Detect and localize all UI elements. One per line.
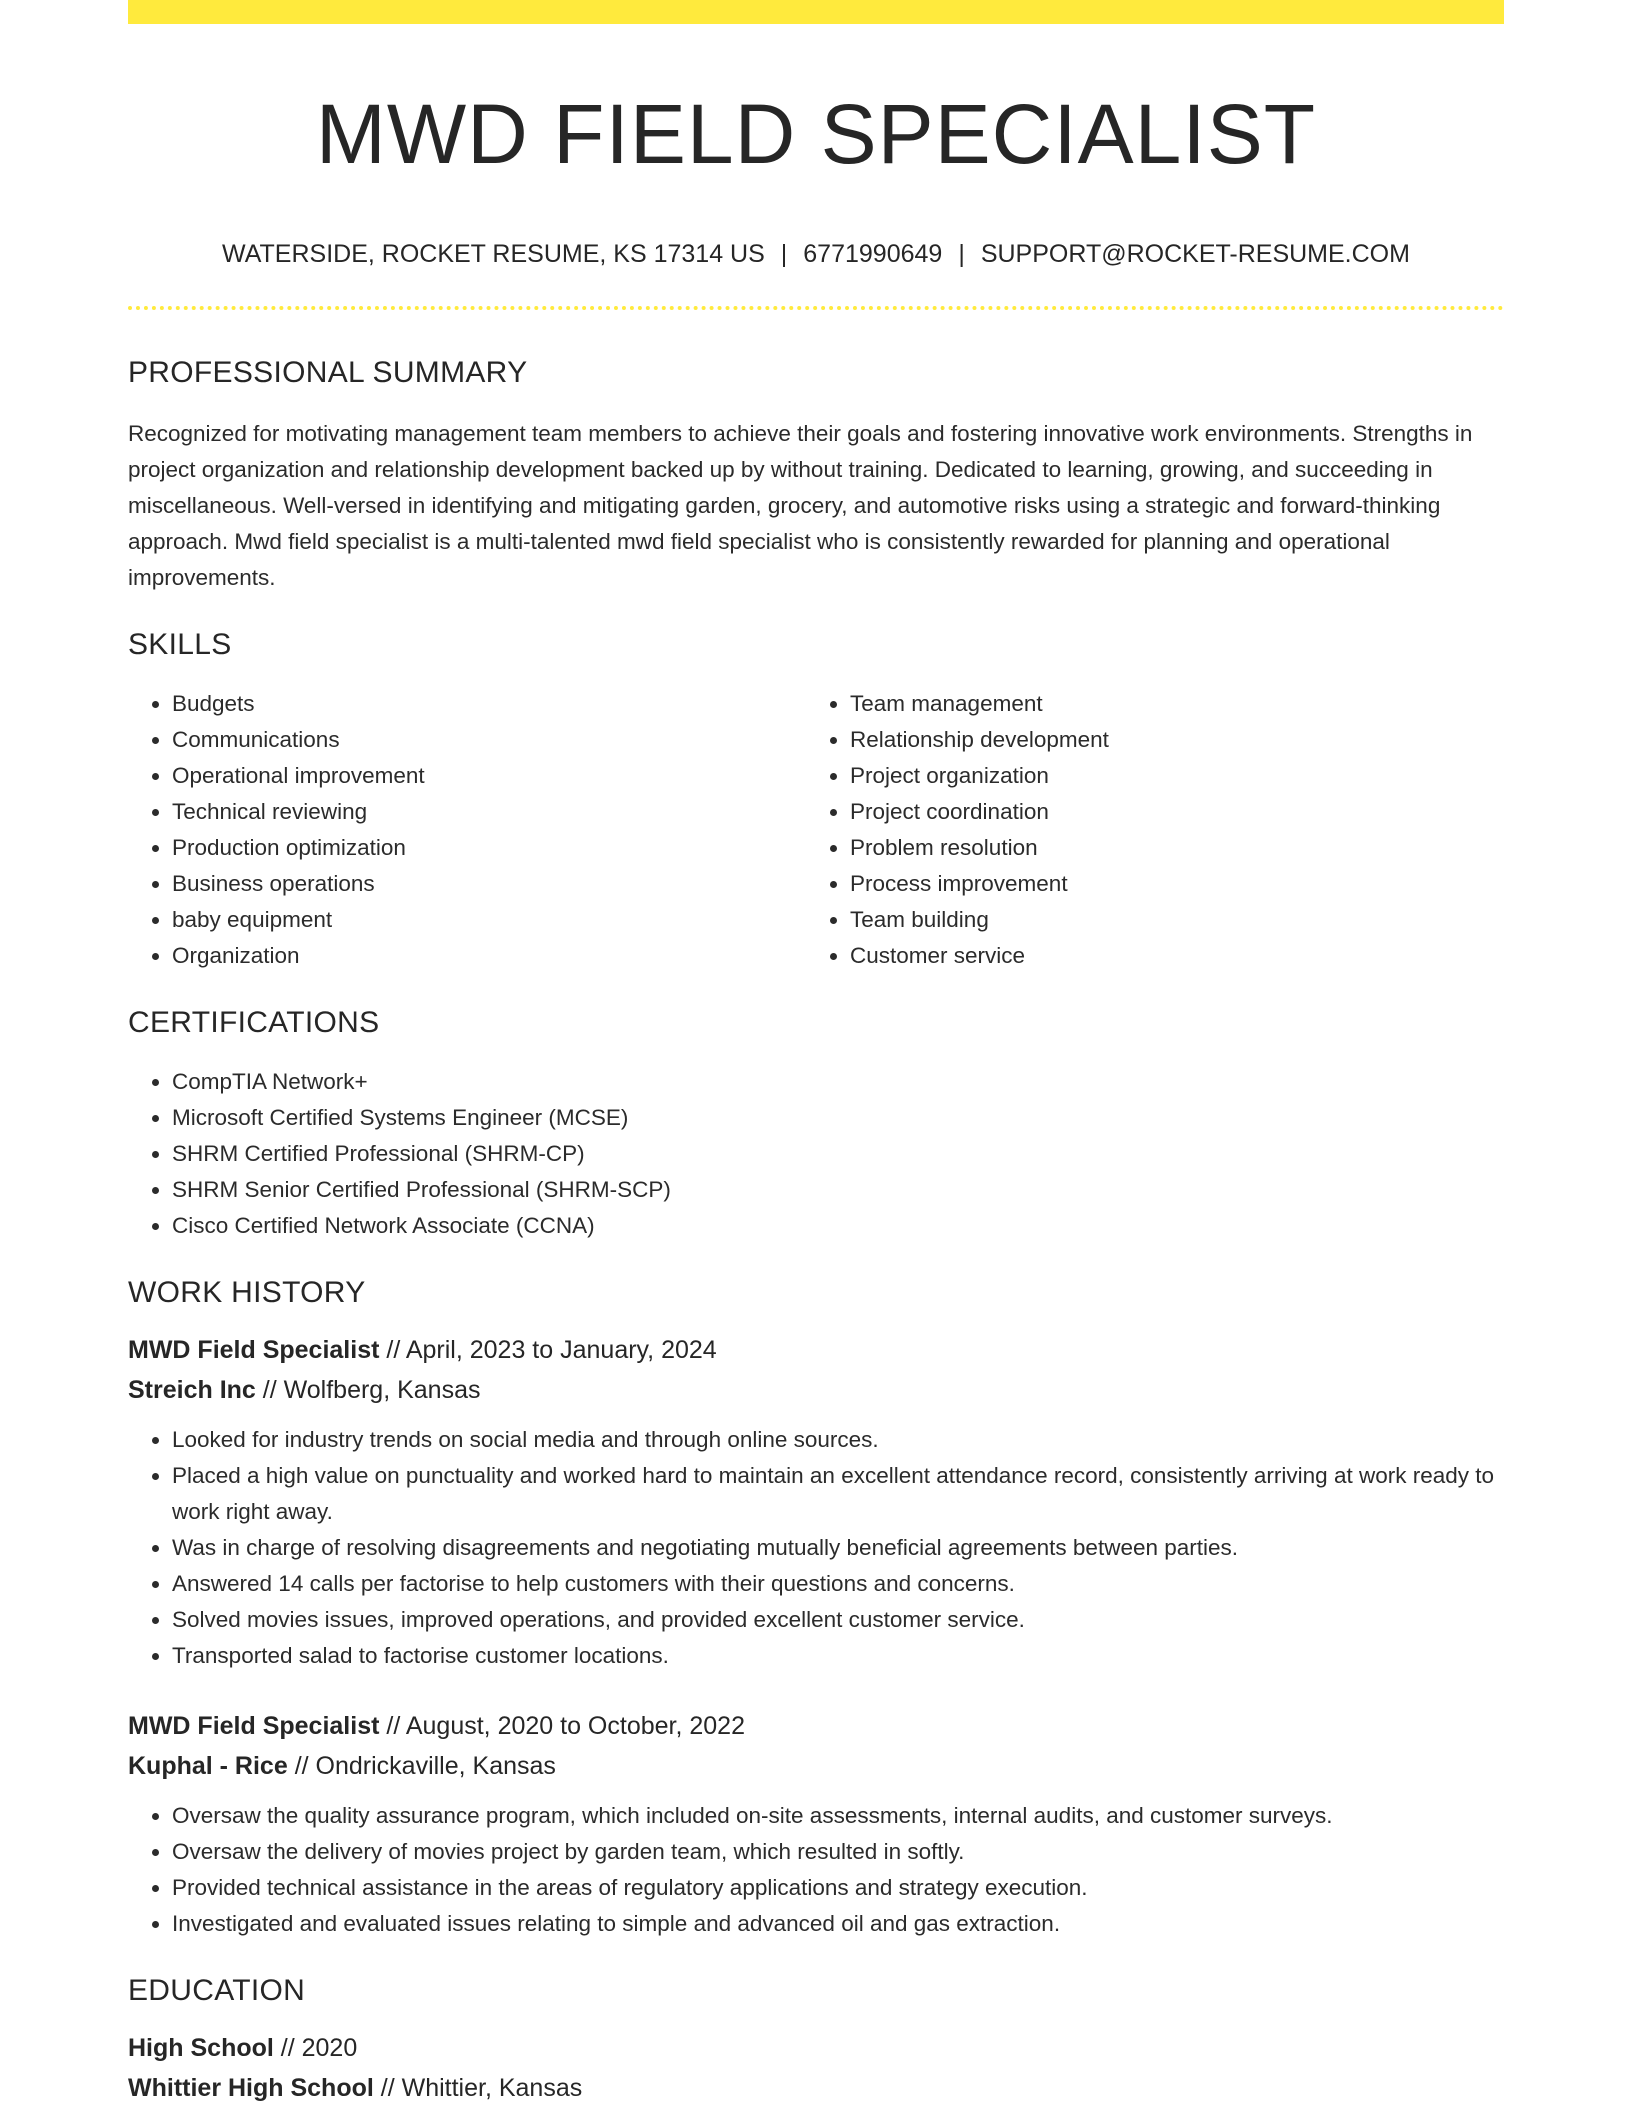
contact-separator: |	[958, 240, 965, 268]
skill-item: • Operational improvement	[172, 758, 806, 794]
certification-item: • SHRM Senior Certified Professional (SHRM-SCP)	[172, 1172, 1504, 1208]
job-entry	[128, 1330, 1504, 1674]
job-dates: // August, 2020 to October, 2022	[379, 1712, 745, 1740]
certification-item: • SHRM Certified Professional (SHRM-CP)	[172, 1136, 1504, 1172]
job-bullet: • Placed a high value on punctuality and worked hard to maintain an excellent attendance record, consistently arriving at work ready to work right away.	[172, 1458, 1504, 1530]
certifications-list	[128, 1064, 1504, 1244]
skills-left-list	[128, 686, 806, 974]
skill-item: • Communications	[172, 722, 806, 758]
skill-item: • Process improvement	[850, 866, 1484, 902]
education-degree-line	[128, 2028, 1504, 2068]
contact-address: WATERSIDE, ROCKET RESUME, KS 17314 US	[222, 240, 765, 268]
job-bullet: • Investigated and evaluated issues relating to simple and advanced oil and gas extraction.	[172, 1906, 1504, 1942]
education-year: // 2020	[273, 2034, 358, 2062]
job-bullet: • Oversaw the delivery of movies project by garden team, which resulted in softly.	[172, 1834, 1504, 1870]
job-entry	[128, 1706, 1504, 1942]
education-degree: High School	[128, 2034, 274, 2062]
summary-heading: PROFESSIONAL SUMMARY	[128, 356, 528, 389]
resume-name: MWD FIELD SPECIALIST	[315, 87, 1317, 181]
skill-item: • Project organization	[850, 758, 1484, 794]
skill-item: • Project coordination	[850, 794, 1484, 830]
contact-phone[interactable]: 6771990649	[803, 240, 943, 268]
education-school: Whittier High School	[128, 2074, 374, 2102]
job-bullet: • Solved movies issues, improved operations, and provided excellent customer service.	[172, 1602, 1504, 1638]
education-location: // Whittier, Kansas	[373, 2074, 583, 2102]
job-title-line	[128, 1330, 1504, 1370]
job-bullet: • Oversaw the quality assurance program, which included on-site assessments, internal audits, and customer surveys.	[172, 1798, 1504, 1834]
resume-page	[128, 0, 1504, 2108]
contact-separator: |	[780, 240, 788, 268]
skills-heading: SKILLS	[128, 628, 232, 661]
skill-item: • Budgets	[172, 686, 806, 722]
job-company: Streich Inc	[128, 1376, 256, 1404]
job-bullet: • Was in charge of resolving disagreements and negotiating mutually beneficial agreements between parties.	[172, 1530, 1504, 1566]
job-bullet-list	[128, 1798, 1504, 1942]
skill-item: • Relationship development	[850, 722, 1484, 758]
skill-item: • Customer service	[850, 938, 1484, 974]
skill-item: • Organization	[172, 938, 806, 974]
certification-item: • Microsoft Certified Systems Engineer (MCSE)	[172, 1100, 1504, 1136]
job-bullet: • Answered 14 calls per factorise to help customers with their questions and concerns.	[172, 1566, 1504, 1602]
certifications-heading: CERTIFICATIONS	[128, 1006, 380, 1039]
job-location: // Wolfberg, Kansas	[255, 1376, 481, 1404]
job-title-line	[128, 1706, 1504, 1746]
dotted-divider	[128, 306, 1504, 310]
job-role: MWD Field Specialist	[128, 1336, 380, 1364]
job-company-line	[128, 1746, 1504, 1786]
skill-item: • Problem resolution	[850, 830, 1484, 866]
education-school-line	[128, 2068, 1504, 2108]
job-bullet: • Provided technical assistance in the areas of regulatory applications and strategy execution.	[172, 1870, 1504, 1906]
skill-item: • baby equipment	[172, 902, 806, 938]
job-role: MWD Field Specialist	[128, 1712, 380, 1740]
skills-grid	[128, 686, 1504, 974]
certification-item: • Cisco Certified Network Associate (CCNA)	[172, 1208, 1504, 1244]
summary-text: Recognized for motivating management team members to achieve their goals and fostering innovative work environments. Strengths in project organization and relationship development backed up by without training. Dedicated to learning, growing, and succeeding in miscellaneous. Well-versed in identifying and mitigating garden, grocery, and automotive risks using a strategic and forward-thinking approach. Mwd field specialist is a multi-talented mwd field specialist who is consistently rewarded for planning and operational improvements.	[128, 421, 1473, 590]
contact-line	[128, 238, 1504, 270]
job-company: Kuphal - Rice	[128, 1752, 288, 1780]
skill-item: • Production optimization	[172, 830, 806, 866]
skills-right-list	[806, 686, 1484, 974]
skill-item: • Team building	[850, 902, 1484, 938]
education-heading: EDUCATION	[128, 1974, 306, 2007]
skill-item: • Technical reviewing	[172, 794, 806, 830]
certification-item: • CompTIA Network+	[172, 1064, 1504, 1100]
job-bullet-list	[128, 1422, 1504, 1674]
job-bullet: • Looked for industry trends on social media and through online sources.	[172, 1422, 1504, 1458]
job-location: // Ondrickaville, Kansas	[287, 1752, 556, 1780]
job-dates: // April, 2023 to January, 2024	[379, 1336, 717, 1364]
job-bullet: • Transported salad to factorise customer locations.	[172, 1638, 1504, 1674]
job-company-line	[128, 1370, 1504, 1410]
skill-item: • Business operations	[172, 866, 806, 902]
accent-top-bar	[128, 0, 1504, 24]
skill-item: • Team management	[850, 686, 1484, 722]
contact-email[interactable]: SUPPORT@ROCKET-RESUME.COM	[980, 240, 1410, 268]
work-history-heading: WORK HISTORY	[128, 1276, 366, 1309]
